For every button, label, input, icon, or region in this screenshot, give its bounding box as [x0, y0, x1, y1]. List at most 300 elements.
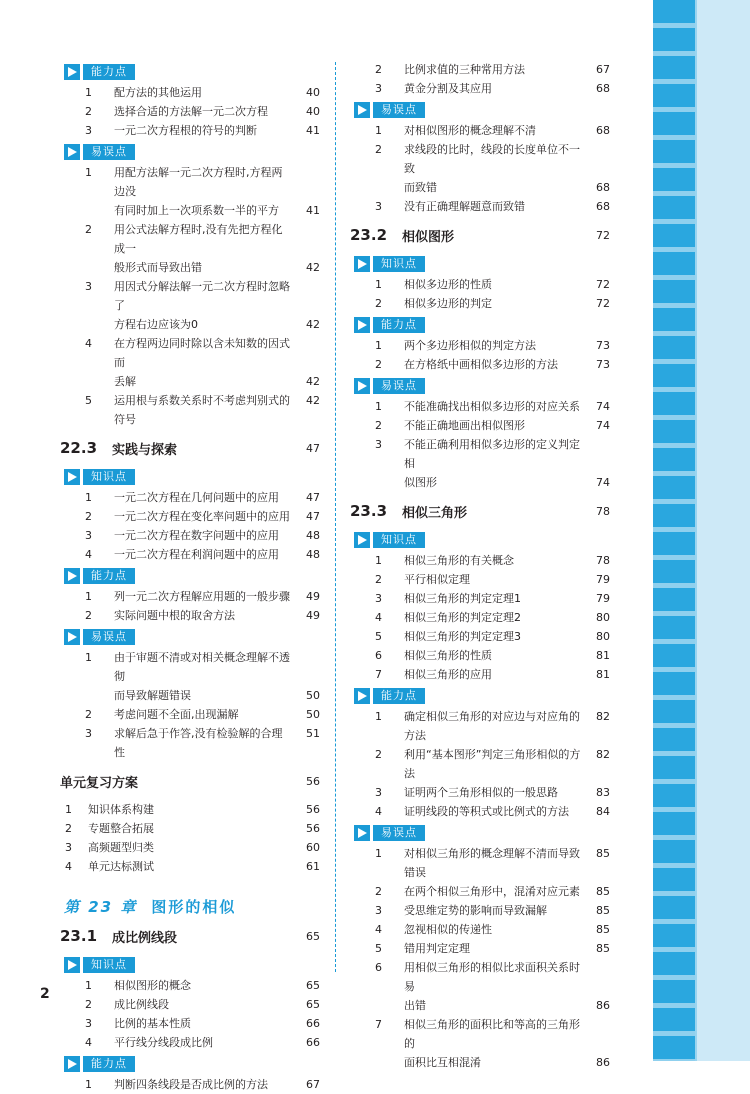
category-tag: [64, 62, 320, 81]
toc-entry[interactable]: [350, 920, 610, 939]
toc-entry[interactable]: [60, 526, 320, 545]
toc-entry[interactable]: [350, 121, 610, 140]
toc-entry[interactable]: [60, 488, 320, 507]
category-tag-label: 能力点: [83, 568, 135, 584]
toc-entry-page: 41: [306, 124, 320, 137]
section-title: 实践与探索: [112, 442, 178, 458]
toc-entry-page: 49: [306, 590, 320, 603]
toc-entry-page: 86: [596, 1056, 610, 1069]
toc-entry[interactable]: [350, 958, 610, 996]
toc-entry-number: 4: [375, 923, 382, 936]
toc-entry-title: 单元达标测试: [88, 860, 154, 873]
toc-entry-page: 78: [596, 554, 610, 567]
category-tag: [64, 142, 320, 161]
toc-entry[interactable]: [350, 197, 610, 216]
toc-left-column: [60, 60, 320, 1094]
toc-entry[interactable]: [350, 275, 610, 294]
toc-entry-page: 85: [596, 904, 610, 917]
toc-entry-number: 2: [375, 419, 382, 432]
toc-entry-number: 7: [375, 1018, 382, 1031]
toc-entry-page: 67: [596, 63, 610, 76]
section-title: 单元复习方案: [60, 775, 139, 791]
category-tag: [354, 530, 610, 549]
toc-entry-page: 73: [596, 339, 610, 352]
toc-entry[interactable]: [60, 1033, 320, 1052]
toc-entry[interactable]: [350, 294, 610, 313]
section-heading[interactable]: [60, 768, 320, 794]
toc-entry[interactable]: [60, 995, 320, 1014]
toc-entry-title: 不能正确地画出相似图形: [404, 419, 525, 432]
toc-entry-title: 列一元二次方程解应用题的一般步骤: [114, 590, 290, 603]
toc-entry-number: 5: [375, 630, 382, 643]
toc-entry[interactable]: [60, 121, 320, 140]
toc-entry-title: 高频题型归类: [88, 841, 154, 854]
play-arrow-icon: [64, 64, 80, 80]
category-tag-label: 易误点: [373, 102, 425, 118]
toc-entry-page: 49: [306, 609, 320, 622]
toc-entry-page: 82: [596, 710, 610, 723]
toc-entry-title: 实际问题中根的取舍方法: [114, 609, 235, 622]
category-tag-label: 易误点: [373, 825, 425, 841]
toc-entry-number: 1: [375, 278, 382, 291]
toc-entry-title: 求线段的比时，线段的长度单位不一致: [404, 143, 580, 175]
category-tag: [354, 100, 610, 119]
page-number: 2: [40, 986, 50, 1002]
category-tag-label: 能力点: [373, 317, 425, 333]
toc-entry[interactable]: [60, 83, 320, 102]
toc-entry-page: 66: [306, 1017, 320, 1030]
toc-entry[interactable]: [350, 646, 610, 665]
toc-entry-page: 42: [306, 261, 320, 274]
toc-entry-title: 相似三角形的面积比和等高的三角形的: [404, 1018, 580, 1050]
toc-entry-page: 42: [306, 318, 320, 331]
toc-entry-number: 4: [375, 805, 382, 818]
toc-entry-title: 受思维定势的影响而导致漏解: [404, 904, 547, 917]
section-number: 22.3: [60, 439, 98, 457]
toc-entry-title: 一元二次方程在数字问题中的应用: [114, 529, 279, 542]
toc-entry-title: 而致错: [404, 181, 437, 194]
toc-entry-title: 一元二次方程根的符号的判断: [114, 124, 257, 137]
toc-entry-page: 56: [306, 822, 320, 835]
toc-entry-number: 3: [375, 786, 382, 799]
toc-entry-number: 3: [375, 200, 382, 213]
toc-entry-page: 85: [596, 923, 610, 936]
toc-entry[interactable]: [60, 648, 320, 686]
toc-entry-title: 面积比互相混淆: [404, 1056, 481, 1069]
toc-entry-title: 比例的基本性质: [114, 1017, 191, 1030]
toc-entry-page: 40: [306, 86, 320, 99]
toc-entry-title: 求解后急于作答,没有检验解的合理性: [114, 727, 283, 759]
toc-entry[interactable]: [350, 473, 610, 492]
category-tag-label: 易误点: [83, 629, 135, 645]
toc-entry-title: 有同时加上一次项系数一半的平方: [114, 204, 279, 217]
toc-entry-title: 相似三角形的判定定理1: [404, 592, 521, 605]
toc-entry-page: 82: [596, 748, 610, 761]
toc-entry-number: 5: [85, 394, 92, 407]
toc-entry-number: 3: [65, 841, 72, 854]
toc-entry-title: 选择合适的方法解一元二次方程: [114, 105, 268, 118]
toc-entry[interactable]: [60, 800, 320, 819]
toc-entry-title: 由于审题不清或对相关概念理解不透彻: [114, 651, 290, 683]
toc-entry-number: 7: [375, 668, 382, 681]
toc-entry-page: 51: [306, 727, 320, 740]
toc-entry-number: 2: [85, 708, 92, 721]
category-tag: [64, 627, 320, 646]
toc-entry-page: 85: [596, 942, 610, 955]
toc-entry[interactable]: [350, 627, 610, 646]
section-heading[interactable]: [350, 498, 610, 524]
toc-entry-title: 似图形: [404, 476, 437, 489]
toc-entry-title: 用因式分解法解一元二次方程时忽略了: [114, 280, 290, 312]
toc-entry-number: 2: [375, 143, 382, 156]
toc-entry-number: 1: [375, 847, 382, 860]
toc-entry-title: 专题整合拓展: [88, 822, 154, 835]
toc-entry[interactable]: [350, 178, 610, 197]
toc-entry-number: 1: [85, 979, 92, 992]
toc-entry[interactable]: [60, 315, 320, 334]
section-page: 72: [596, 228, 610, 242]
category-tag: [354, 686, 610, 705]
toc-entry-page: 86: [596, 999, 610, 1012]
toc-entry-title: 没有正确理解题意而致错: [404, 200, 525, 213]
toc-entry[interactable]: [350, 60, 610, 79]
toc-entry-title: 对相似图形的概念理解不清: [404, 124, 536, 137]
toc-entry-title: 相似多边形的性质: [404, 278, 492, 291]
section-title: 相似图形: [402, 229, 455, 245]
toc-entry-number: 2: [375, 297, 382, 310]
play-arrow-icon: [354, 378, 370, 394]
toc-entry-page: 79: [596, 592, 610, 605]
toc-entry-page: 83: [596, 786, 610, 799]
play-arrow-icon: [354, 532, 370, 548]
toc-entry[interactable]: [350, 608, 610, 627]
toc-entry-page: 74: [596, 476, 610, 489]
toc-entry[interactable]: [60, 391, 320, 429]
toc-entry-page: 68: [596, 181, 610, 194]
category-tag: [354, 823, 610, 842]
play-arrow-icon: [354, 688, 370, 704]
toc-entry-page: 74: [596, 419, 610, 432]
toc-entry-number: 2: [375, 358, 382, 371]
toc-entry[interactable]: [60, 705, 320, 724]
toc-entry[interactable]: [60, 1075, 320, 1094]
toc-entry-number: 5: [375, 942, 382, 955]
toc-entry[interactable]: [350, 844, 610, 882]
toc-entry[interactable]: [60, 372, 320, 391]
toc-entry-title: 平行线分线段成比例: [114, 1036, 213, 1049]
toc-entry-title: 相似图形的概念: [114, 979, 191, 992]
category-tag-label: 易误点: [83, 144, 135, 160]
toc-entry[interactable]: [350, 939, 610, 958]
section-heading[interactable]: [350, 222, 610, 248]
toc-entry[interactable]: [60, 857, 320, 876]
toc-entry-title: 相似多边形的判定: [404, 297, 492, 310]
toc-entry-number: 3: [85, 280, 92, 293]
section-heading[interactable]: [60, 923, 320, 949]
chapter-heading[interactable]: [64, 896, 320, 917]
category-tag: [64, 566, 320, 585]
toc-entry-page: 48: [306, 548, 320, 561]
toc-entry-title: 比例求值的三种常用方法: [404, 63, 525, 76]
toc-entry-title: 配方法的其他运用: [114, 86, 202, 99]
toc-entry-page: 56: [306, 803, 320, 816]
category-tag-label: 易误点: [373, 378, 425, 394]
toc-entry[interactable]: [60, 163, 320, 201]
toc-entry-page: 40: [306, 105, 320, 118]
toc-entry-number: 1: [375, 339, 382, 352]
toc-entry-title: 相似三角形的判定定理3: [404, 630, 521, 643]
toc-entry-title: 运用根与系数关系时不考虑判别式的符号: [114, 394, 290, 426]
toc-entry[interactable]: [60, 587, 320, 606]
toc-entry-number: 3: [375, 904, 382, 917]
toc-entry-page: 66: [306, 1036, 320, 1049]
toc-entry-number: 4: [375, 611, 382, 624]
play-arrow-icon: [354, 102, 370, 118]
toc-entry[interactable]: [350, 1015, 610, 1053]
toc-entry-title: 方程右边应该为0: [114, 318, 198, 331]
category-tag: [64, 1054, 320, 1073]
section-number: 23.2: [350, 226, 388, 244]
toc-entry-page: 81: [596, 668, 610, 681]
category-tag-label: 能力点: [373, 688, 425, 704]
section-title: 成比例线段: [112, 930, 178, 946]
play-arrow-icon: [64, 469, 80, 485]
toc-entry-number: 3: [85, 1017, 92, 1030]
toc-entry-number: 1: [375, 400, 382, 413]
toc-entry-title: 两个多边形相似的判定方法: [404, 339, 536, 352]
toc-entry-page: 80: [596, 611, 610, 624]
toc-entry-title: 用配方法解一元二次方程时,方程两边没: [114, 166, 283, 198]
toc-entry[interactable]: [350, 336, 610, 355]
toc-entry-number: 2: [85, 609, 92, 622]
toc-entry[interactable]: [350, 140, 610, 178]
toc-entry[interactable]: [350, 355, 610, 374]
toc-entry-page: 74: [596, 400, 610, 413]
toc-entry-page: 72: [596, 278, 610, 291]
play-arrow-icon: [64, 629, 80, 645]
toc-entry-number: 4: [85, 1036, 92, 1049]
toc-entry-title: 般形式而导致出错: [114, 261, 202, 274]
toc-entry-number: 3: [375, 82, 382, 95]
toc-entry[interactable]: [350, 435, 610, 473]
toc-entry-page: 65: [306, 979, 320, 992]
toc-entry-title: 而导致解题错误: [114, 689, 191, 702]
toc-entry-title: 证明两个三角形相似的一般思路: [404, 786, 558, 799]
toc-entry-title: 在方程两边同时除以含未知数的因式而: [114, 337, 290, 369]
toc-entry[interactable]: [60, 838, 320, 857]
toc-entry-title: 平行相似定理: [404, 573, 470, 586]
toc-entry[interactable]: [60, 1014, 320, 1033]
toc-entry-page: 42: [306, 375, 320, 388]
toc-entry[interactable]: [60, 976, 320, 995]
section-title: 相似三角形: [402, 505, 468, 521]
toc-entry-title: 相似三角形的应用: [404, 668, 492, 681]
toc-entry[interactable]: [350, 570, 610, 589]
section-page: 47: [306, 441, 320, 455]
category-tag: [64, 955, 320, 974]
section-heading[interactable]: [60, 435, 320, 461]
toc-entry-title: 黄金分割及其应用: [404, 82, 492, 95]
toc-entry[interactable]: [350, 551, 610, 570]
toc-entry-page: 68: [596, 200, 610, 213]
play-arrow-icon: [354, 317, 370, 333]
toc-entry-title: 一元二次方程在变化率问题中的应用: [114, 510, 290, 523]
toc-entry-number: 2: [65, 822, 72, 835]
toc-entry-page: 48: [306, 529, 320, 542]
toc-entry-number: 1: [65, 803, 72, 816]
play-arrow-icon: [64, 957, 80, 973]
toc-entry-title: 利用“基本图形”判定三角形相似的方法: [404, 748, 581, 780]
toc-entry-page: 85: [596, 847, 610, 860]
toc-entry-number: 2: [85, 998, 92, 1011]
toc-entry[interactable]: [350, 882, 610, 901]
toc-entry-title: 确定相似三角形的对应边与对应角的方法: [404, 710, 580, 742]
toc-entry[interactable]: [60, 201, 320, 220]
toc-entry[interactable]: [350, 996, 610, 1015]
toc-entry-number: 4: [85, 337, 92, 350]
toc-entry-title: 错用判定定理: [404, 942, 470, 955]
toc-entry-number: 1: [85, 651, 92, 664]
category-tag-label: 知识点: [373, 532, 425, 548]
toc-entry[interactable]: [60, 545, 320, 564]
toc-entry[interactable]: [350, 783, 610, 802]
toc-entry-page: 81: [596, 649, 610, 662]
play-arrow-icon: [354, 256, 370, 272]
category-tag: [354, 254, 610, 273]
category-tag-label: 能力点: [83, 1056, 135, 1072]
toc-entry[interactable]: [60, 507, 320, 526]
toc-entry[interactable]: [60, 686, 320, 705]
toc-entry[interactable]: [350, 665, 610, 684]
toc-entry-page: 41: [306, 204, 320, 217]
toc-entry[interactable]: [350, 802, 610, 821]
category-tag: [354, 315, 610, 334]
toc-entry-title: 相似三角形的性质: [404, 649, 492, 662]
toc-entry[interactable]: [350, 589, 610, 608]
category-tag-label: 知识点: [83, 469, 135, 485]
toc-entry-title: 出错: [404, 999, 426, 1012]
play-arrow-icon: [64, 568, 80, 584]
toc-entry-title: 考虑问题不全面,出现漏解: [114, 708, 239, 721]
toc-entry-number: 3: [85, 124, 92, 137]
toc-entry[interactable]: [60, 334, 320, 372]
toc-entry-number: 4: [65, 860, 72, 873]
toc-entry-number: 6: [375, 961, 382, 974]
play-arrow-icon: [64, 1056, 80, 1072]
play-arrow-icon: [354, 825, 370, 841]
toc-entry[interactable]: [60, 819, 320, 838]
toc-entry-page: 47: [306, 491, 320, 504]
toc-right-column: [350, 60, 610, 1072]
toc-entry-number: 1: [85, 491, 92, 504]
toc-entry-number: 3: [85, 529, 92, 542]
toc-entry-title: 对相似三角形的概念理解不清而导致错误: [404, 847, 580, 879]
toc-entry[interactable]: [350, 901, 610, 920]
section-number: 23.1: [60, 927, 98, 945]
toc-entry-page: 42: [306, 394, 320, 407]
toc-entry-title: 知识体系构建: [88, 803, 154, 816]
play-arrow-icon: [64, 144, 80, 160]
toc-entry[interactable]: [350, 707, 610, 745]
toc-entry[interactable]: [60, 606, 320, 625]
toc-entry[interactable]: [350, 79, 610, 98]
toc-entry-page: 50: [306, 689, 320, 702]
toc-entry-title: 不能正确利用相似多边形的定义判定相: [404, 438, 580, 470]
toc-entry[interactable]: [350, 397, 610, 416]
toc-entry-number: 1: [375, 124, 382, 137]
toc-entry-number: 1: [375, 710, 382, 723]
section-number: 23.3: [350, 502, 388, 520]
toc-entry-number: 1: [85, 86, 92, 99]
toc-entry[interactable]: [60, 102, 320, 121]
toc-entry[interactable]: [60, 220, 320, 258]
column-divider: [335, 62, 336, 972]
toc-entry-number: 1: [85, 166, 92, 179]
side-decor-strip: [653, 0, 695, 1061]
toc-entry-number: 1: [375, 554, 382, 567]
toc-entry[interactable]: [350, 1053, 610, 1072]
toc-entry-page: 65: [306, 998, 320, 1011]
toc-entry-title: 判断四条线段是否成比例的方法: [114, 1078, 268, 1091]
toc-entry-title: 在方格纸中画相似多边形的方法: [404, 358, 558, 371]
category-tag-label: 知识点: [83, 957, 135, 973]
chapter-title: 图形的相似: [151, 898, 237, 916]
toc-entry-page: 50: [306, 708, 320, 721]
toc-entry-title: 成比例线段: [114, 998, 169, 1011]
toc-entry-number: 2: [375, 885, 382, 898]
toc-entry-number: 3: [375, 438, 382, 451]
toc-entry-title: 在两个相似三角形中，混淆对应元素: [404, 885, 580, 898]
toc-entry-number: 2: [375, 748, 382, 761]
toc-entry[interactable]: [350, 745, 610, 783]
chapter-number: 第 23 章: [64, 898, 138, 916]
toc-entry-title: 丢解: [114, 375, 136, 388]
toc-entry-number: 2: [375, 63, 382, 76]
toc-entry-number: 4: [85, 548, 92, 561]
section-page: 56: [306, 774, 320, 788]
toc-entry-page: 79: [596, 573, 610, 586]
toc-entry-number: 2: [85, 105, 92, 118]
toc-entry-title: 相似三角形的有关概念: [404, 554, 514, 567]
section-page: 65: [306, 929, 320, 943]
toc-entry-title: 不能准确找出相似多边形的对应关系: [404, 400, 580, 413]
toc-entry-page: 85: [596, 885, 610, 898]
toc-entry-title: 一元二次方程在利润问题中的应用: [114, 548, 279, 561]
category-tag: [64, 467, 320, 486]
toc-entry-page: 84: [596, 805, 610, 818]
toc-entry-title: 用公式法解方程时,没有先把方程化成一: [114, 223, 283, 255]
toc-entry-number: 2: [375, 573, 382, 586]
toc-entry[interactable]: [60, 277, 320, 315]
toc-entry[interactable]: [350, 416, 610, 435]
toc-entry-page: 80: [596, 630, 610, 643]
toc-entry-number: 2: [85, 223, 92, 236]
toc-entry[interactable]: [60, 258, 320, 277]
side-decor-edge: [695, 0, 697, 1061]
toc-entry[interactable]: [60, 724, 320, 762]
toc-entry-number: 1: [85, 1078, 92, 1091]
toc-entry-title: 忽视相似的传递性: [404, 923, 492, 936]
category-tag-label: 能力点: [83, 64, 135, 80]
toc-entry-page: 68: [596, 82, 610, 95]
toc-entry-page: 47: [306, 510, 320, 523]
toc-entry-number: 3: [375, 592, 382, 605]
toc-entry-number: 6: [375, 649, 382, 662]
category-tag: [354, 376, 610, 395]
toc-entry-page: 60: [306, 841, 320, 854]
toc-entry-title: 一元二次方程在几何问题中的应用: [114, 491, 279, 504]
toc-entry-title: 用相似三角形的相似比求面积关系时易: [404, 961, 580, 993]
